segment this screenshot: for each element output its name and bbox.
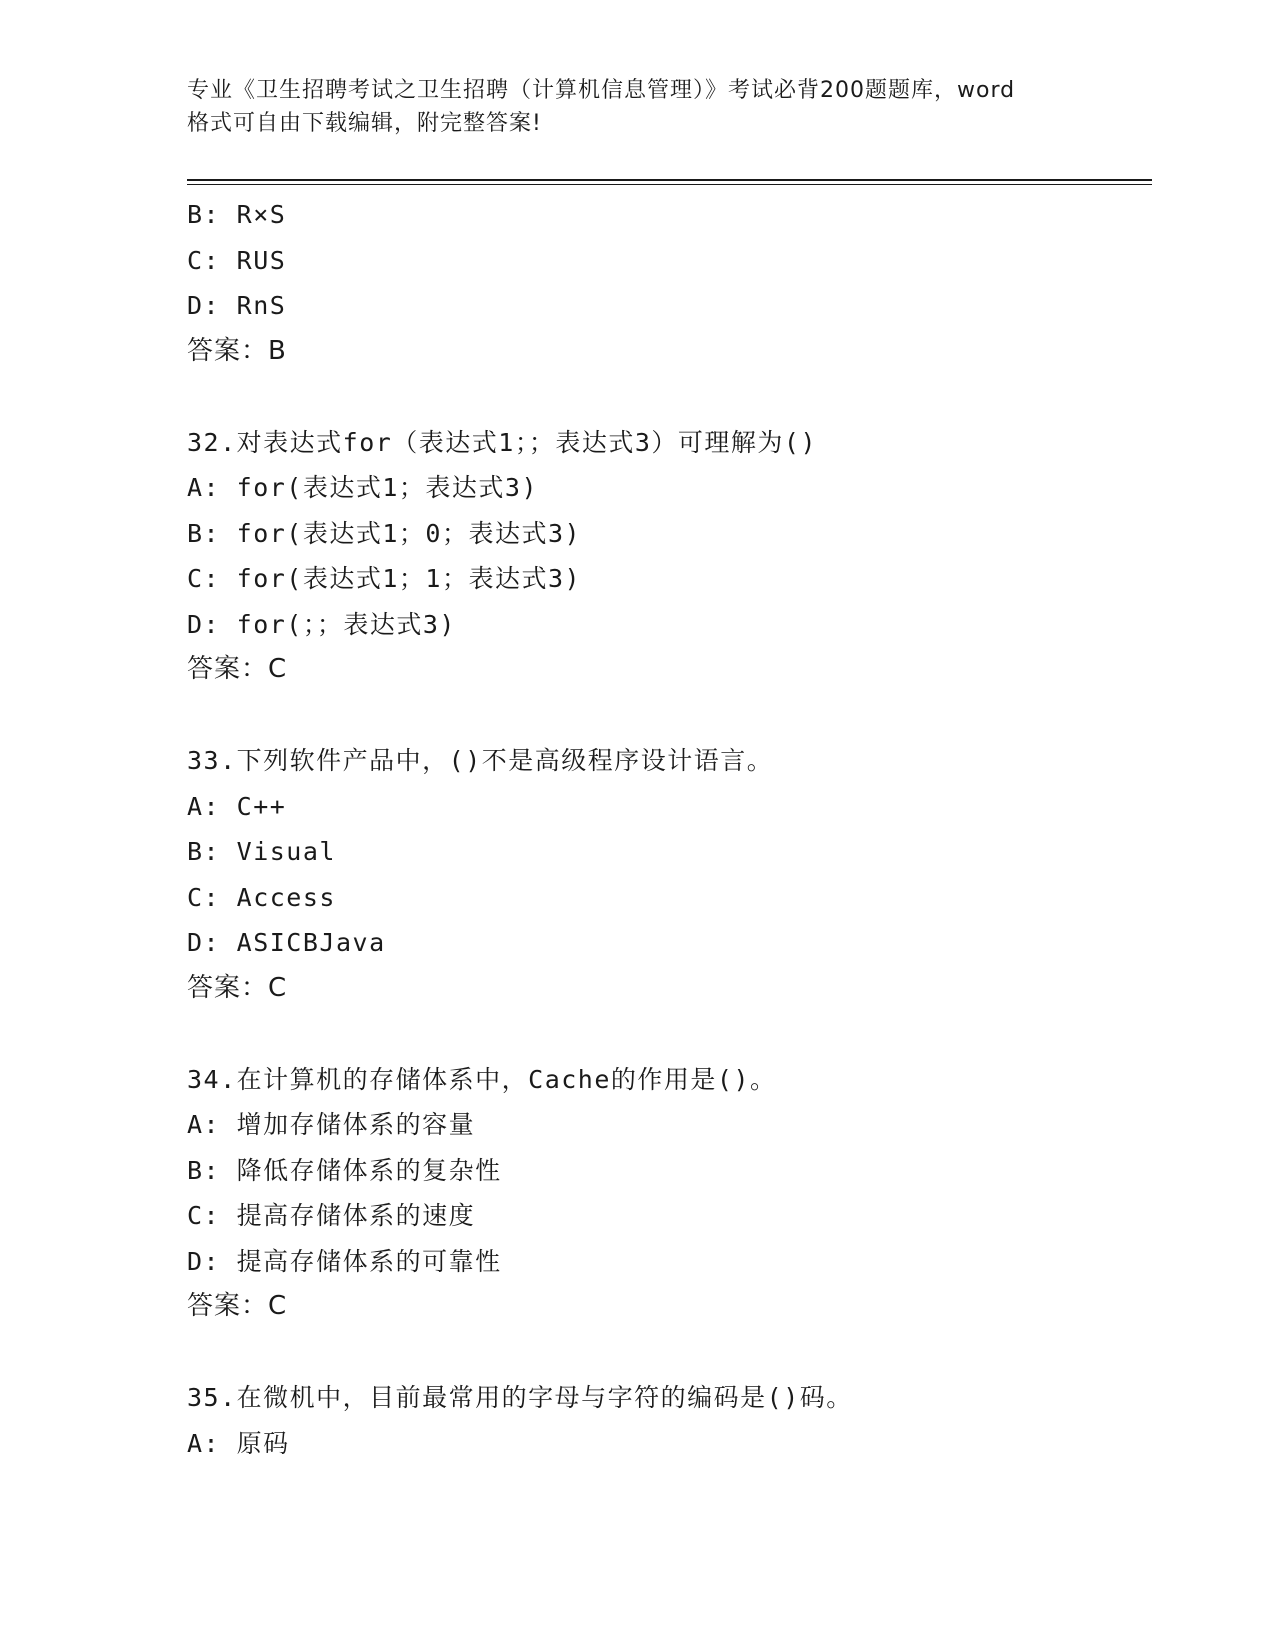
q33-answer: 答案：C	[187, 972, 288, 1003]
q34-answer: 答案：C	[187, 1291, 288, 1321]
q31-option-c: C: RUS	[187, 245, 287, 275]
q35-option-a: A: 原码	[187, 1428, 290, 1458]
q34-option-c: C: 提高存储体系的速度	[187, 1201, 476, 1230]
q34-option-d: D: 提高存储体系的可靠性	[187, 1246, 502, 1276]
q32-option-c: C: for(表达式1；1；表达式3)	[187, 564, 582, 593]
q35-question: 35.在微机中，目前最常用的字母与字符的编码是()码。	[187, 1383, 853, 1412]
q31-answer: 答案：B	[187, 335, 287, 366]
header-divider-thin	[187, 184, 1152, 185]
q33-option-c: C: Access	[187, 882, 336, 912]
spacer	[187, 1330, 1147, 1376]
spacer	[187, 374, 1147, 420]
q32-option-b: B: for(表达式1；0；表达式3)	[187, 518, 582, 548]
q33-option-d: D: ASICBJava	[187, 928, 386, 957]
question-31-block	[187, 192, 1147, 374]
q34-option-a: A: 增加存储体系的容量	[187, 1110, 476, 1139]
q32-option-d: D: for(；；表达式3)	[187, 609, 456, 639]
q33-option-a: A: C++	[187, 791, 287, 821]
spacer	[187, 693, 1147, 739]
header-line-1: 专业《卫生招聘考试之卫生招聘（计算机信息管理）》考试必背200题题库，word	[187, 78, 1016, 103]
q34-question: 34.在计算机的存储体系中，Cache的作用是()。	[187, 1064, 777, 1094]
question-list	[187, 192, 1147, 1466]
question-35-block	[187, 1375, 1147, 1466]
header-line-2: 格式可自由下载编辑，附完整答案!	[187, 111, 542, 136]
question-32-block	[187, 420, 1147, 693]
q32-option-a: A: for(表达式1；表达式3)	[187, 473, 539, 502]
q32-question: 32.对表达式for（表达式1；；表达式3）可理解为()	[187, 427, 818, 457]
header-divider-thick	[187, 179, 1152, 181]
question-33-block	[187, 738, 1147, 1011]
q31-option-b: B: R×S	[187, 200, 287, 229]
q34-option-b: B: 降低存储体系的复杂性	[187, 1155, 502, 1185]
spacer	[187, 1011, 1147, 1057]
document-header	[187, 74, 1087, 140]
q33-option-b: B: Visual	[187, 837, 336, 866]
q32-answer: 答案：C	[187, 654, 288, 684]
q31-option-d: D: RnS	[187, 291, 287, 320]
question-34-block	[187, 1057, 1147, 1330]
q33-question: 33.下列软件产品中，()不是高级程序设计语言。	[187, 746, 774, 775]
